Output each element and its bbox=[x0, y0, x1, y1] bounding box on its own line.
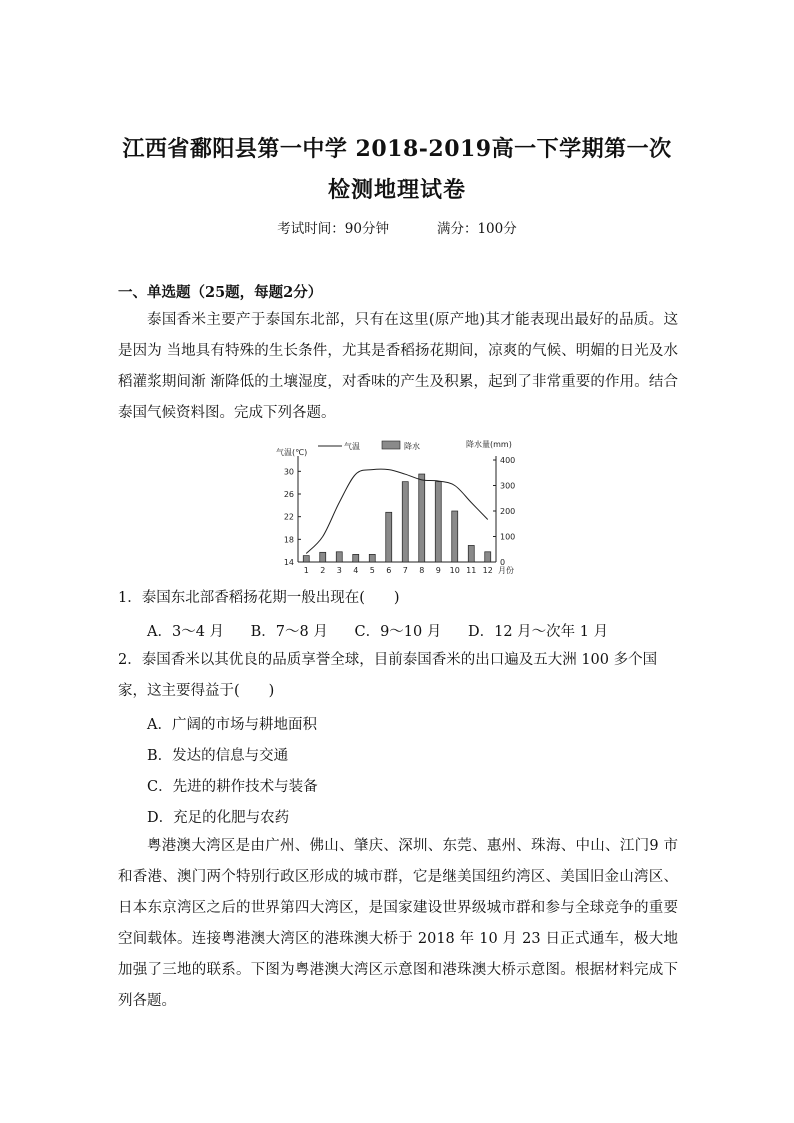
precip-bar bbox=[435, 482, 441, 562]
passage-2: 粤港澳大湾区是由广州、佛山、肇庆、深圳、东莞、惠州、珠海、中山、江门9 市和香港、澳门两个特别行政区形成的城市群，它是继美国纽约湾区、美国旧金山湾区、日本东京湾区之后的世界第四大湾区，是国家建设世界级城市群和参与全球竞争的重要空间载体。连接粤港澳大湾区的港珠澳大桥于 2018 年 10 月 23 日正式通车，极大地加强了三地的联系。下图为粤港澳大湾区示意图和港珠澳大桥示意图。根据材料完成下列各题。 bbox=[118, 838, 678, 1009]
month-tick-label: 12 bbox=[482, 566, 493, 575]
precip-bar bbox=[353, 554, 359, 562]
month-tick-label: 5 bbox=[369, 566, 375, 575]
precip-bar bbox=[452, 511, 458, 562]
month-tick-label: 6 bbox=[386, 566, 392, 575]
month-tick-label: 2 bbox=[320, 566, 326, 575]
thailand-climate-chart bbox=[268, 438, 538, 578]
left-tick-label: 26 bbox=[283, 490, 294, 499]
precip-bar bbox=[369, 554, 375, 562]
q1-option-a[interactable]: A．3～4 月 bbox=[147, 624, 225, 640]
q2-option-a[interactable]: A．广阔的市场与耕地面积 bbox=[147, 717, 317, 733]
legend-precip-label: 降水 bbox=[404, 442, 420, 451]
precip-bar bbox=[468, 545, 474, 562]
q2-option-c[interactable]: C．先进的耕作技术与装备 bbox=[147, 779, 318, 795]
month-tick-label: 7 bbox=[402, 566, 408, 575]
exam-title-line2: 检测地理试卷 bbox=[327, 177, 466, 203]
precip-bar bbox=[402, 482, 408, 562]
legend-bar-swatch bbox=[382, 441, 400, 449]
right-tick-label: 400 bbox=[500, 456, 516, 465]
precip-bar bbox=[386, 512, 392, 562]
right-tick-label: 300 bbox=[500, 481, 516, 491]
legend-temperature-label: 气温 bbox=[344, 442, 360, 451]
q2-option-b[interactable]: B．发达的信息与交通 bbox=[147, 748, 289, 764]
left-tick-label: 14 bbox=[283, 558, 294, 567]
precip-bar bbox=[320, 552, 326, 562]
precip-bar bbox=[303, 556, 309, 562]
q1-option-d[interactable]: D．12 月～次年 1 月 bbox=[467, 624, 609, 640]
right-tick-label: 100 bbox=[500, 532, 516, 542]
precip-bar bbox=[419, 474, 425, 562]
q1-option-c[interactable]: C．9～10 月 bbox=[354, 624, 442, 640]
left-tick-label: 18 bbox=[283, 535, 294, 545]
right-tick-label: 0 bbox=[500, 558, 506, 567]
month-tick-label: 3 bbox=[336, 566, 342, 575]
section-heading: 一、单选题（25题，每题2分） bbox=[118, 284, 323, 301]
question-1-stem: 1．泰国东北部香稻扬花期一般出现在( ) bbox=[118, 590, 400, 606]
month-tick-label: 4 bbox=[353, 566, 359, 575]
month-tick-label: 11 bbox=[466, 566, 477, 575]
temperature-line bbox=[306, 469, 488, 553]
question-2-stem: 2．泰国香米以其优良的品质享誉全球，目前泰国香米的出口遍及五大洲 100 多个国家，这主要得益于( ) bbox=[118, 652, 658, 699]
precip-bar bbox=[485, 552, 491, 562]
right-tick-label: 200 bbox=[500, 507, 516, 516]
month-tick-label: 1 bbox=[303, 566, 309, 575]
x-axis-suffix: 月份 bbox=[498, 566, 514, 575]
question-1-options bbox=[147, 620, 630, 641]
q2-option-d[interactable]: D．充足的化肥与农药 bbox=[147, 810, 290, 826]
exam-title-line1: 江西省鄱阳县第一中学 2018-2019高一下学期第一次 bbox=[122, 136, 672, 162]
left-axis-title: 气温(℃) bbox=[276, 448, 308, 457]
exam-meta bbox=[0, 217, 794, 237]
exam-time: 考试时间：90分钟 bbox=[277, 221, 389, 237]
q1-option-b[interactable]: B．7～8 月 bbox=[250, 624, 328, 640]
full-score: 满分：100分 bbox=[436, 221, 517, 237]
left-tick-label: 30 bbox=[283, 467, 294, 477]
left-tick-label: 22 bbox=[283, 512, 294, 522]
month-tick-label: 9 bbox=[435, 566, 441, 575]
month-tick-label: 10 bbox=[449, 566, 460, 575]
right-axis-title: 降水量(mm) bbox=[466, 440, 512, 449]
precip-bar bbox=[336, 552, 342, 562]
passage-1: 泰国香米主要产于泰国东北部，只有在这里(原产地)其才能表现出最好的品质。这是因为 当地具有特殊的生长条件，尤其是香稻扬花期间，凉爽的气候、明媚的日光及水稻灌浆期间渐 渐降低的土壤湿度，对香味的产生及积累，起到了非常重要的作用。结合泰国气候资料图。完成下列各题。 bbox=[118, 312, 678, 421]
month-tick-label: 8 bbox=[419, 566, 425, 575]
